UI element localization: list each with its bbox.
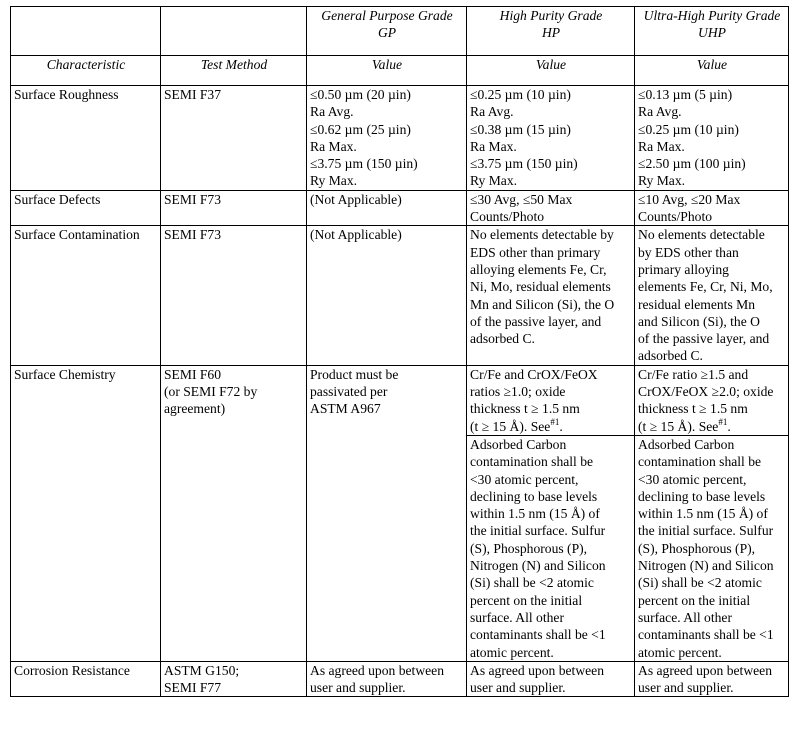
value-line: user and supplier.: [638, 680, 734, 696]
uhp-carbon-cell: [635, 435, 789, 661]
table-row-surface-contamination: [11, 226, 789, 365]
value-line: (S), Phosphorous (P),: [638, 540, 756, 556]
grade-header-uhp: [635, 7, 789, 56]
value-line: percent on the initial: [470, 592, 583, 608]
value-line: user and supplier.: [470, 680, 566, 696]
footnote-link[interactable]: #1: [550, 416, 560, 427]
test-method-cell: [161, 365, 307, 661]
value-line: ≤10 Avg, ≤20 Max: [638, 191, 741, 207]
table-row-surface-chemistry: [11, 365, 789, 435]
value-line: adsorbed C.: [470, 331, 535, 347]
value-line: ≤0.62 µm (25 µin): [310, 121, 411, 137]
value-line: Product must be: [310, 366, 399, 382]
value-line: <30 atomic percent,: [638, 471, 747, 487]
value-line: ≤3.75 µm (150 µin): [310, 156, 418, 172]
hp-value-cell: [467, 86, 635, 191]
value-line: ASTM A967: [310, 401, 381, 417]
value-line: residual elements Mn: [638, 296, 756, 312]
grade-header-gp: [307, 7, 467, 56]
value-line: user and supplier.: [310, 680, 406, 696]
uhp-ratio-cell: [635, 365, 789, 435]
grade-name: General Purpose Grade: [321, 8, 453, 23]
value-line: ≤0.13 µm (5 µin): [638, 87, 733, 102]
uhp-value-cell: [635, 86, 789, 191]
value-line: elements Fe, Cr, Ni, Mo,: [638, 279, 773, 295]
value-line: As agreed upon between: [638, 662, 772, 678]
value-header-hp: Value: [467, 56, 635, 86]
value-line: ≤0.38 µm (15 µin): [470, 121, 571, 137]
value-line: (Si) shall be <2 atomic: [470, 575, 594, 591]
characteristic-cell: Surface Chemistry: [11, 365, 161, 661]
column-header-row: [11, 56, 789, 86]
value-line: (or SEMI F72 by: [164, 384, 258, 400]
hp-ratio-cell: [467, 365, 635, 435]
value-line: [638, 418, 786, 435]
uhp-value-cell: [635, 226, 789, 365]
value-line: surface. All other: [638, 609, 732, 625]
value-line: thickness t ≥ 1.5 nm: [638, 401, 748, 417]
value-line: declining to base levels: [470, 488, 598, 504]
test-method-cell: [161, 661, 307, 697]
value-line: Ry Max.: [310, 173, 358, 189]
value-line: <30 atomic percent,: [470, 471, 579, 487]
value-header-gp: Value: [307, 56, 467, 86]
grade-code: UHP: [698, 25, 726, 41]
test-method-cell: SEMI F37: [161, 86, 307, 191]
characteristic-cell: Surface Defects: [11, 190, 161, 226]
value-line: Mn and Silicon (Si), the O: [470, 296, 615, 312]
value-line: As agreed upon between: [470, 662, 604, 678]
value-line: Adsorbed Carbon: [470, 436, 567, 452]
value-line: Nitrogen (N) and Silicon: [470, 558, 606, 574]
specification-table: [10, 6, 789, 697]
value-line: of the passive layer, and: [638, 331, 770, 347]
characteristic-cell: Corrosion Resistance: [11, 661, 161, 697]
characteristic-cell: Surface Roughness: [11, 86, 161, 191]
hp-value-cell: [467, 226, 635, 365]
value-line: Ra Max.: [470, 138, 517, 154]
value-header-uhp: Value: [635, 56, 789, 86]
table-row-surface-roughness: [11, 86, 789, 191]
value-line: by EDS other than: [638, 244, 739, 260]
value-line: (Si) shall be <2 atomic: [638, 575, 762, 591]
value-line: contamination shall be: [638, 454, 762, 470]
value-line: of the passive layer, and: [470, 313, 602, 329]
table-row-surface-defects: [11, 190, 789, 226]
value-line: Ni, Mo, residual elements: [470, 279, 611, 295]
characteristic-header: Characteristic: [11, 56, 161, 86]
value-line: atomic percent.: [470, 644, 554, 660]
see-text: (t ≥ 15 Å). See: [638, 418, 719, 434]
value-line: declining to base levels: [638, 488, 766, 504]
value-line: Ra Avg.: [638, 104, 682, 120]
value-line: Adsorbed Carbon: [638, 436, 735, 452]
hp-value-cell: [467, 190, 635, 226]
value-line: ≤0.25 µm (10 µin): [470, 87, 571, 102]
empty-header-cell: [161, 7, 307, 56]
value-line: Ry Max.: [638, 173, 686, 189]
value-line: Cr/Fe ratio ≥1.5 and: [638, 366, 749, 382]
value-line: ≤3.75 µm (150 µin): [470, 156, 578, 172]
value-line: Ra Max.: [310, 138, 357, 154]
empty-header-cell: [11, 7, 161, 56]
gp-value-cell: [307, 661, 467, 697]
value-line: SEMI F77: [164, 680, 222, 696]
value-line: Counts/Photo: [638, 209, 713, 225]
value-line: ≤30 Avg, ≤50 Max: [470, 191, 573, 207]
see-text: (t ≥ 15 Å). See: [470, 418, 551, 434]
value-line: within 1.5 nm (15 Å) of: [638, 506, 768, 522]
value-line: agreement): [164, 401, 226, 417]
value-line: adsorbed C.: [638, 348, 703, 364]
value-line: alloying elements Fe, Cr,: [470, 261, 607, 277]
value-line: No elements detectable: [638, 227, 765, 243]
test-method-header: Test Method: [161, 56, 307, 86]
value-line: As agreed upon between: [310, 662, 444, 678]
grade-code: GP: [377, 25, 397, 41]
period: .: [727, 418, 731, 434]
value-line: passivated per: [310, 384, 388, 400]
characteristic-cell: Surface Contamination: [11, 226, 161, 365]
value-line: the initial surface. Sulfur: [638, 523, 774, 539]
value-line: thickness t ≥ 1.5 nm: [470, 401, 580, 417]
footnote-link[interactable]: #1: [718, 416, 728, 427]
value-line: (S), Phosphorous (P),: [470, 540, 588, 556]
value-line: ASTM G150;: [164, 662, 240, 678]
grade-name: Ultra-High Purity Grade: [643, 8, 781, 23]
value-line: and Silicon (Si), the O: [638, 313, 760, 329]
value-line: surface. All other: [470, 609, 564, 625]
value-line: contaminants shall be <1: [470, 627, 606, 643]
value-line: EDS other than primary: [470, 244, 601, 260]
value-line: Ra Avg.: [310, 104, 354, 120]
value-line: within 1.5 nm (15 Å) of: [470, 506, 600, 522]
gp-value-cell: (Not Applicable): [307, 190, 467, 226]
test-method-cell: SEMI F73: [161, 226, 307, 365]
value-line: the initial surface. Sulfur: [470, 523, 606, 539]
grade-header-row: [11, 7, 789, 56]
test-method-cell: SEMI F73: [161, 190, 307, 226]
value-line: Cr/Fe and CrOX/FeOX: [470, 366, 598, 382]
value-line: atomic percent.: [638, 644, 722, 660]
value-line: CrOX/FeOX ≥2.0; oxide: [638, 384, 774, 400]
uhp-value-cell: [635, 661, 789, 697]
value-line: ≤0.25 µm (10 µin): [638, 121, 739, 137]
value-line: primary alloying: [638, 261, 729, 277]
value-line: contamination shall be: [470, 454, 594, 470]
hp-carbon-cell: [467, 435, 635, 661]
period: .: [559, 418, 563, 434]
value-line: ≤0.50 µm (20 µin): [310, 87, 411, 102]
value-line: [470, 418, 632, 435]
value-line: Ra Max.: [638, 138, 685, 154]
value-line: Ry Max.: [470, 173, 518, 189]
value-line: contaminants shall be <1: [638, 627, 774, 643]
grade-code: HP: [541, 25, 561, 41]
value-line: Nitrogen (N) and Silicon: [638, 558, 774, 574]
uhp-value-cell: [635, 190, 789, 226]
table-row-corrosion-resistance: [11, 661, 789, 697]
value-line: Ra Avg.: [470, 104, 514, 120]
gp-value-cell: (Not Applicable): [307, 226, 467, 365]
value-line: ≤2.50 µm (100 µin): [638, 156, 746, 172]
value-line: percent on the initial: [638, 592, 751, 608]
grade-name: High Purity Grade: [499, 8, 603, 23]
gp-value-cell: [307, 86, 467, 191]
value-line: Counts/Photo: [470, 209, 545, 225]
value-line: No elements detectable by: [470, 227, 614, 243]
hp-value-cell: [467, 661, 635, 697]
gp-value-cell: [307, 365, 467, 661]
value-line: SEMI F60: [164, 366, 222, 382]
grade-header-hp: [467, 7, 635, 56]
value-line: ratios ≥1.0; oxide: [470, 384, 566, 400]
